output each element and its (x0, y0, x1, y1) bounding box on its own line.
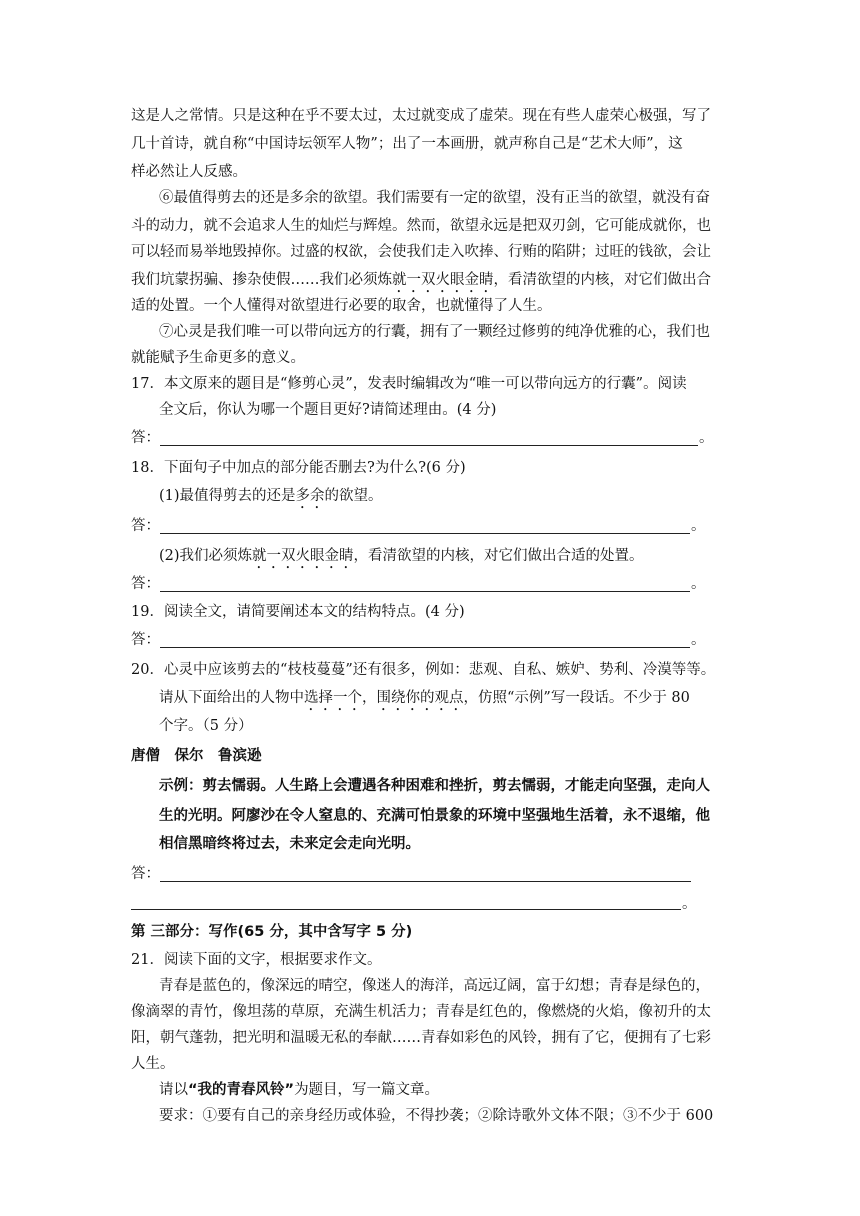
answer-label: 答： (131, 518, 160, 534)
question-18-sentence-1: (1)最值得剪去的还是多余的欲望。 (159, 488, 383, 504)
answer-line[interactable] (131, 909, 681, 910)
character-options: 唐僧 保尔 鲁滨逊 (131, 748, 262, 764)
passage-line: ⑥最值得剪去的还是多余的欲望。我们需要有一定的欲望，没有正当的欲望，就没有奋 (159, 190, 710, 206)
example-line: 相信黑暗终将过去，未来定会走向光明。 (159, 836, 420, 852)
prompt-line: 青春是蓝色的，像深远的晴空，像迷人的海洋，高远辽阔，富于幻想；青春是绿色的， (159, 978, 710, 994)
question-20: 20．心灵中应该剪去的“枝枝蔓蔓”还有很多，例如：悲观、自私、嫉妒、势利、冷漠等等。 (131, 662, 716, 678)
answer-label: 答： (131, 866, 160, 882)
question-18: 18．下面句子中加点的部分能否删去?为什么?(6 分) (131, 460, 466, 476)
dotted-phrase: 选择一个，围绕你的观点 (304, 690, 464, 706)
question-17: 17．本文原来的题目是“修剪心灵”，发表时编辑改为“唯一可以带向远方的行囊”。阅读 (131, 376, 687, 392)
question-18-sentence-2: (2)我们必须炼就一双火眼金睛，看清欲望的内核，对它们做出合适的处置。 (159, 548, 644, 564)
question-17-line2: 全文后，你认为哪一个题目更好?请简述理由。(4 分) (159, 402, 497, 418)
answer-line[interactable] (160, 533, 690, 534)
answer-label: 答： (131, 430, 160, 446)
example-line: 示例：剪去懦弱。人生路上会遭遇各种困难和挫折，剪去懦弱，才能走向坚强，走向人 (159, 778, 710, 794)
question-20-line3: 个字。（5 分） (159, 718, 253, 734)
essay-title: “我的青春风铃” (188, 1082, 295, 1098)
answer-label: 答： (131, 632, 160, 648)
prompt-line: 人生。 (131, 1056, 175, 1072)
passage-line: 我们坑蒙拐骗、掺杂使假……我们必须炼就一双火眼金睛，看清欲望的内核，对它们做出合 (131, 272, 711, 288)
passage-line: 这是人之常情。只是这种在乎不要太过，太过就变成了虚荣。现在有些人虚荣心极强，写了 (131, 108, 711, 124)
answer-line[interactable] (160, 647, 690, 648)
example-line: 生的光明。阿廖沙在令人窒息的、充满可怕景象的环境中坚强地生活着，永不退缩，他 (159, 808, 710, 824)
question-20-line2: 请从下面给出的人物中选择一个，围绕你的观点，仿照“示例”写一段话。不少于 80 (159, 690, 690, 706)
answer-label: 答： (131, 576, 160, 592)
passage-line: 可以轻而易举地毁掉你。过盛的权欲，会使我们走入吹捧、行贿的陷阱；过旺的钱欲，会让 (131, 244, 711, 260)
prompt-line: 阳，朝气蓬勃，把光明和温暖无私的奉献……青春如彩色的风铃，拥有了它，便拥有了七彩 (131, 1030, 711, 1046)
essay-title-instruction: 请以“我的青春风铃”为题目，写一篇文章。 (159, 1082, 440, 1098)
prompt-line: 像滴翠的青竹，像坦荡的草原，充满生机活力；青春是红色的，像燃烧的火焰，像初升的太 (131, 1004, 711, 1020)
essay-requirements: 要求：①要有自己的亲身经历或体验，不得抄袭；②除诗歌外文体不限；③不少于 600 (159, 1108, 714, 1124)
passage-line: 斗的动力，就不会追求人生的灿烂与辉煌。然而，欲望永远是把双刃剑，它可能成就你，也 (131, 218, 711, 234)
passage-line: 适的处置。一个人懂得对欲望进行必要的取舍，也就懂得了人生。 (131, 298, 552, 314)
question-21: 21．阅读下面的文字，根据要求作文。 (131, 952, 382, 968)
answer-line[interactable] (160, 881, 691, 882)
passage-line: 几十首诗，就自称“中国诗坛领军人物”；出了一本画册，就声称自己是“艺术大师”，这 (131, 136, 683, 152)
dotted-phrase: 就一双火眼金睛 (392, 272, 494, 288)
passage-line: 就能赋予生命更多的意义。 (131, 350, 305, 366)
dotted-phrase: 就一双火眼金睛 (252, 548, 354, 564)
question-19: 19．阅读全文，请简要阐述本文的结构特点。(4 分) (131, 604, 465, 620)
part-3-heading: 第 三部分：写作(65 分，其中含写字 5 分) (131, 924, 413, 940)
passage-line: ⑦心灵是我们唯一可以带向远方的行囊，拥有了一颗经过修剪的纯净优雅的心，我们也 (159, 324, 710, 340)
answer-line[interactable] (160, 445, 698, 446)
dotted-phrase: 多余 (295, 488, 325, 504)
passage-line: 样必然让人反感。 (131, 164, 247, 180)
exam-page: 这是人之常情。只是这种在乎不要太过，太过就变成了虚荣。现在有些人虚荣心极强，写了 几十首诗，就自称“中国诗坛领军人物”；出了一本画册，就声称自己是“艺术大师”，这 样必然让人反感。 ⑥最值得剪去的还是多余的欲望。我们需要有一定的欲望，没有正当的欲望，就没有奋 斗的动力，就不会追求人生的灿烂与辉煌。然而，欲望永远是把双刃剑，它可能成就你，也 可以轻而易举地毁掉你。过盛的权欲，会使我们走入吹捧、行贿的陷阱；过旺的钱欲，会让 我们坑蒙拐骗、掺杂使假……我们必须炼就一双火眼金睛，看清欲望的内核，对它们做出合 适的处置。一个人懂得对欲望进行必要的取舍，也就懂得了人生。 ⑦心灵是我们唯一可以带向远方的行囊，拥有了一颗经过修剪的纯净优雅的心，我们也 就能赋予生命更多的意义。 17．本文原来的题目是“修剪心灵”，发表时编辑改为“唯一可以带向远方的行囊”。阅读 全文后，你认为哪一个题目更好?请简述理由。(4 分) 答： 。 18．下面句子中加点的部分能否删去?为什么?(6 分) (1)最值得剪去的还是多余的欲望。 答： 。 (2)我们必须炼就一双火眼金睛，看清欲望的内核，对它们做出合适的处置。 答： 。 19．阅读全文，请简要阐述本文的结构特点。(4 分) 答： 。 20．心灵中应该剪去的“枝枝蔓蔓”还有很多，例如：悲观、自私、嫉妒、势利、冷漠等等。 请从下面给出的人物中选择一个，围绕你的观点，仿照“示例”写一段话。不少于 80 个字。（5 分） 唐僧 保尔 鲁滨逊 示例：剪去懦弱。人生路上会遭遇各种困难和挫折，剪去懦弱，才能走向坚强，走向人 生的光明。阿廖沙在令人窒息的、充满可怕景象的环境中坚强地生活着，永不退缩，他 相信黑暗终将过去，未来定会走向光明。 答： 。 第 三部分：写作(65 分，其中含写字 5 分) 21．阅读下面的文字，根据要求作文。 青春是蓝色的，像深远的晴空，像迷人的海洋，高远辽阔，富于幻想；青春是绿色的， 像滴翠的青竹，像坦荡的草原，充满生机活力；青春是红色的，像燃烧的火焰，像初升的太 阳，朝气蓬勃，把光明和温暖无私的奉献……青春如彩色的风铃，拥有了它，便拥有了七彩 人生。 请以“我的青春风铃”为题目，写一篇文章。 要求：①要有自己的亲身经历或体验，不得抄袭；②除诗歌外文体不限；③不少于 600 (131, 108, 716, 1124)
answer-line[interactable] (160, 591, 690, 592)
